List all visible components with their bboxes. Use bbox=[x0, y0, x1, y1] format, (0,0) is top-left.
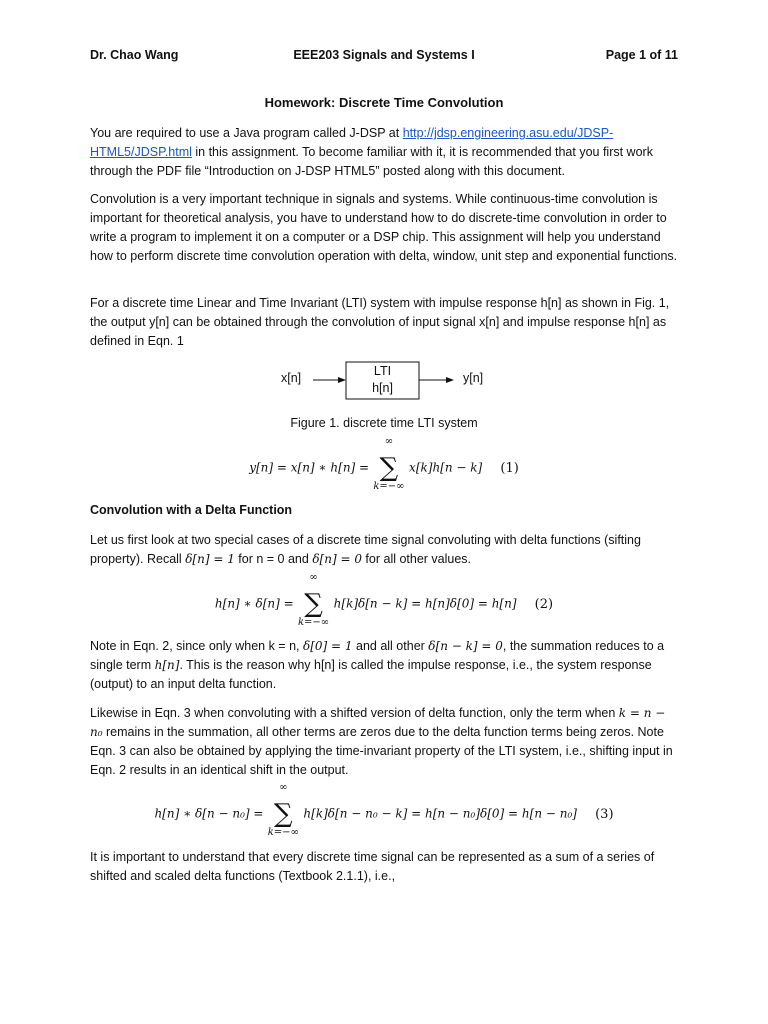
eqn2-lhs: h[n] ∗ δ[n] = bbox=[214, 596, 298, 611]
note2-math-3: h[n] bbox=[154, 658, 180, 672]
section-heading-delta: Convolution with a Delta Function bbox=[90, 503, 293, 517]
header-course: EEE203 Signals and Systems I bbox=[293, 48, 475, 62]
eqn2-number: (2) bbox=[534, 596, 554, 612]
output-arrow-head bbox=[446, 377, 454, 383]
note2-text-a: Note in Eqn. 2, since only when k = n, bbox=[90, 639, 303, 653]
diagram-input-label: x[n] bbox=[281, 371, 302, 385]
intro-p1-text-b: in this assignment. To become familiar with it, it is recommended that you first work through the PDF file “Introduction on J-DSP HTML5” posted along with this document. bbox=[90, 145, 653, 178]
section1-paragraph bbox=[90, 531, 680, 569]
s1-math-1: δ[n] = 1 bbox=[185, 552, 235, 566]
eqn2-summation bbox=[297, 572, 330, 628]
sigma-icon: ∑ bbox=[379, 453, 399, 483]
equation-2 bbox=[0, 572, 768, 628]
header-page-number: Page 1 of 11 bbox=[605, 48, 678, 62]
input-arrow-head bbox=[338, 377, 346, 383]
eqn3-lhs: h[n] ∗ δ[n − n₀] = bbox=[154, 806, 268, 821]
note2-math-1: δ[0] = 1 bbox=[302, 639, 353, 653]
eqn1-summation bbox=[373, 436, 405, 492]
header-author: Dr. Chao Wang bbox=[90, 48, 179, 62]
eqn3-rhs: h[k]δ[n − n₀ − k] = h[n − n₀]δ[0] = h[n − n₀] bbox=[303, 806, 577, 821]
eqn3-sum-lower: k=−∞ bbox=[267, 827, 299, 838]
note2-math-2: δ[n − k] = 0 bbox=[428, 639, 503, 653]
diagram-box-label-lti: LTI bbox=[373, 364, 392, 378]
s1-text-b: for n = 0 and bbox=[234, 552, 313, 566]
lti-box bbox=[346, 362, 419, 399]
note-eqn2-paragraph bbox=[90, 637, 680, 694]
intro-p1-text-a: You are required to use a Java program called J-DSP at bbox=[90, 126, 403, 140]
s1-text-a: Let us first look at two special cases of a discrete time signal convoluting with delta functions (sifting property). Recall bbox=[90, 533, 641, 566]
final-paragraph: It is important to understand that every discrete time signal can be represented as a sum of a series of shifted and scaled delta functions (Textbook 2.1.1), i.e., bbox=[90, 850, 655, 883]
eqn3-summation bbox=[267, 782, 299, 838]
eqn2-sum-lower: k=−∞ bbox=[297, 617, 330, 628]
sigma-icon: ∑ bbox=[274, 799, 293, 829]
eqn2-sum-upper: ∞ bbox=[309, 572, 318, 583]
likewise-text-b: remains in the summation, all other terms are zeros due to the delta function terms being zeros. Note Eqn. 3 can also be obtained by applying the time-invariant property of the LTI system, i.e., shifting input in Eqn. 2 results in an identical shift in the output. bbox=[90, 725, 673, 777]
note2-text-c: , the summation reduces to a single term bbox=[90, 639, 665, 672]
jdsp-link[interactable]: http://jdsp.engineering.asu.edu/JDSP-HTML5/JDSP.html bbox=[90, 126, 614, 159]
eqn3-number: (3) bbox=[595, 806, 614, 822]
eqn1-sum-lower: k=−∞ bbox=[373, 481, 405, 492]
likewise-text-a: Likewise in Eqn. 3 when convoluting with a shifted version of delta function, only the term when bbox=[90, 706, 619, 720]
eqn1-number: (1) bbox=[500, 460, 519, 476]
eqn1-lhs: y[n] = x[n] ∗ h[n] = bbox=[249, 460, 373, 475]
intro-paragraph-2: Convolution is a very important technique in signals and systems. While continuous-time convolution is important for theoretical analysis, you have to understand how to do discrete-time convolution in order to write a program to implement it on a computer or a DSP chip. This assignment will help you understand how to perform discrete time convolution operation with delta, window, unit step and exponential functions. bbox=[90, 192, 678, 263]
eqn1-rhs: x[k]h[n − k] bbox=[409, 460, 483, 475]
eqn1-sum-upper: ∞ bbox=[384, 436, 394, 447]
diagram-output-label: y[n] bbox=[463, 371, 484, 385]
figure-1-caption: Figure 1. discrete time LTI system bbox=[290, 416, 478, 430]
note2-text-b: and all other bbox=[352, 639, 429, 653]
s1-math-2: δ[n] = 0 bbox=[312, 552, 362, 566]
likewise-math-1: k = n − n₀ bbox=[90, 706, 666, 739]
eqn2-rhs: h[k]δ[n − k] = h[n]δ[0] = h[n] bbox=[333, 596, 517, 611]
equation-3 bbox=[0, 782, 768, 838]
intro-paragraph-3: For a discrete time Linear and Time Invariant (LTI) system with impulse response h[n] as shown in Fig. 1, the output y[n] can be obtained through the convolution of input signal x[n] and impulse response h[n] as defined in Eqn. 1 bbox=[90, 296, 670, 348]
page-header bbox=[90, 48, 678, 66]
likewise-paragraph bbox=[90, 704, 680, 780]
intro-paragraph-1 bbox=[90, 124, 680, 181]
diagram-box-label-h: h[n] bbox=[372, 381, 393, 395]
document-title: Homework: Discrete Time Convolution bbox=[264, 95, 504, 110]
s1-text-c: for all other values. bbox=[361, 552, 472, 566]
eqn3-sum-upper: ∞ bbox=[279, 782, 288, 793]
sigma-icon: ∑ bbox=[304, 589, 323, 619]
note2-text-d: . This is the reason why h[n] is called the impulse response, i.e., the system response (output) to an input delta function. bbox=[90, 658, 652, 691]
equation-1 bbox=[0, 436, 768, 492]
